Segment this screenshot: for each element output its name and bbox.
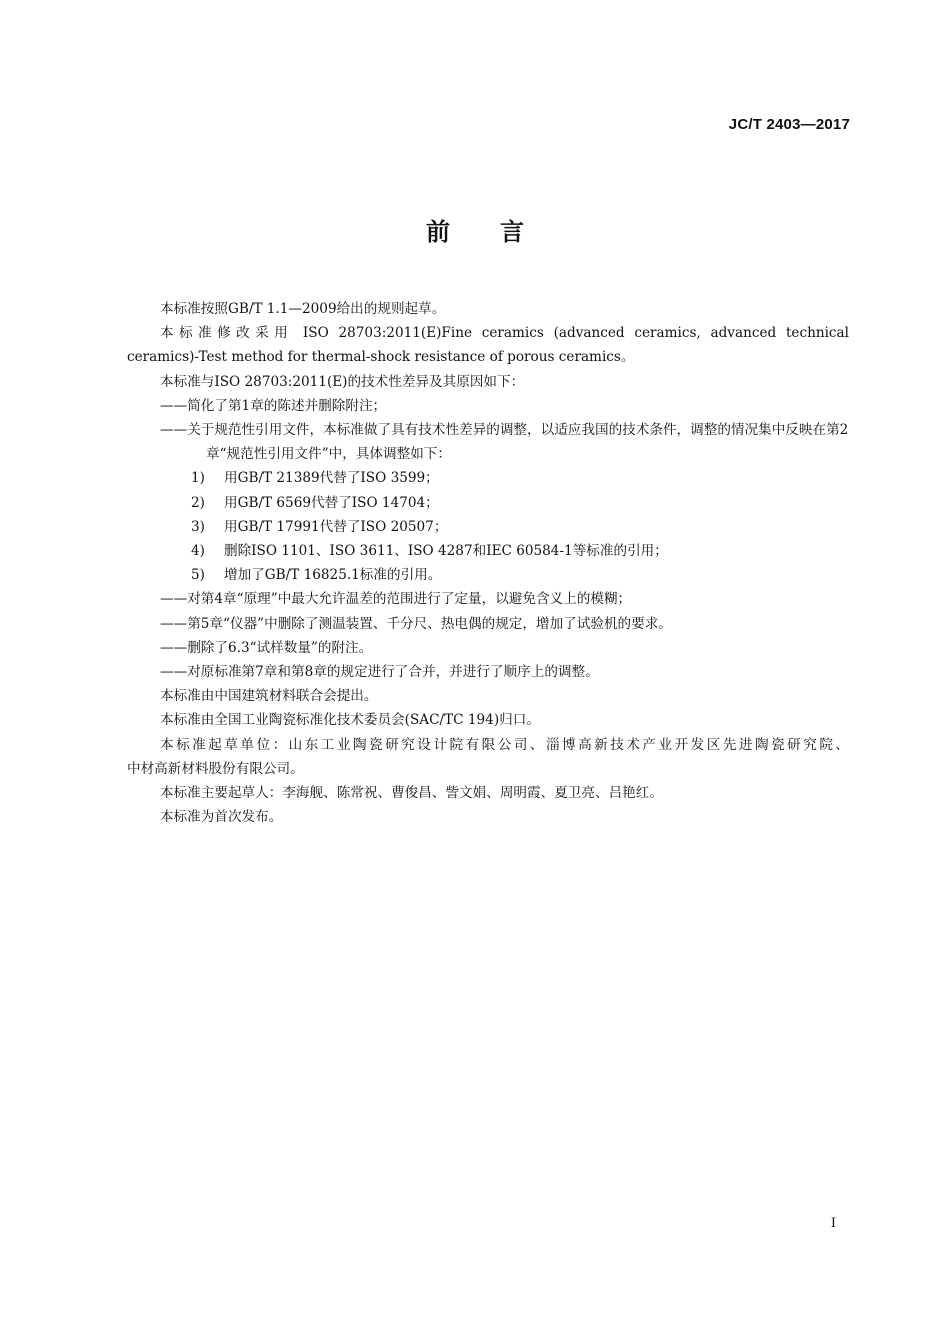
foreword-body	[127, 297, 849, 829]
paragraph-adoption-line1: 本标准修改采用 ISO 28703:2011(E)Fine ceramics (advanced ceramics, advanced technical	[160, 325, 849, 342]
dash-item-merge: ——对原标准第7章和第8章的规定进行了合并，并进行了顺序上的调整。	[160, 664, 599, 681]
standard-number: JC/T 2403—2017	[728, 116, 850, 133]
paragraph-drafters: 本标准主要起草人：李海舰、陈常祝、曹俊昌、訾文娟、周明霞、夏卫亮、吕艳红。	[160, 785, 663, 802]
paragraph-proposer: 本标准由中国建筑材料联合会提出。	[160, 688, 378, 705]
list-item-number: 2)	[191, 494, 205, 511]
dash-item-apparatus: ——第5章“仪器”中删除了测温装置、千分尺、热电偶的规定，增加了试验机的要求。	[160, 615, 672, 632]
list-item	[191, 563, 849, 587]
list-item-number: 1)	[191, 470, 205, 487]
paragraph-adoption-line2: ceramics)-Test method for thermal-shock resistance of porous ceramics。	[127, 349, 635, 366]
list-item	[191, 491, 849, 515]
dash-item-specimen-note: ——删除了6.3“试样数量”的附注。	[160, 639, 373, 656]
dash-item-references: ——关于规范性引用文件，本标准做了具有技术性差异的调整，以适应我国的技术条件，调整的情况集中反映在第2章“规范性引用文件”中，具体调整如下：	[160, 422, 849, 463]
list-item	[191, 539, 849, 563]
paragraph-drafting-units-line1: 本标准起草单位：山东工业陶瓷研究设计院有限公司、淄博高新技术产业开发区先进陶瓷研究院、	[160, 736, 849, 753]
list-item-number: 3)	[191, 518, 205, 535]
list-item-text: 删除ISO 1101、ISO 3611、ISO 4287和IEC 60584-1等标准的引用；	[224, 543, 668, 560]
paragraph-drafting-units-line2: 中材高新材料股份有限公司。	[127, 760, 304, 777]
list-item	[191, 466, 849, 490]
list-item-text: 增加了GB/T 16825.1标准的引用。	[224, 567, 442, 584]
list-item	[191, 515, 849, 539]
paragraph-drafting-rules: 本标准按照GB/T 1.1—2009给出的规则起草。	[160, 301, 446, 317]
list-item-text: 用GB/T 6569代替了ISO 14704；	[224, 494, 439, 511]
list-item-number: 4)	[191, 543, 205, 560]
dash-item-scope: ——简化了第1章的陈述并删除附注；	[160, 397, 387, 414]
list-item-number: 5)	[191, 567, 205, 584]
paragraph-differences-intro: 本标准与ISO 28703:2011(E)的技术性差异及其原因如下：	[160, 373, 525, 390]
page-title: 前言	[426, 218, 574, 246]
dash-item-principle: ——对第4章“原理”中最大允许温差的范围进行了定量，以避免含义上的模糊；	[160, 591, 632, 608]
paragraph-committee: 本标准由全国工业陶瓷标准化技术委员会(SAC/TC 194)归口。	[160, 712, 540, 729]
page-number: I	[830, 1216, 836, 1231]
list-item-text: 用GB/T 17991代替了ISO 20507；	[224, 518, 448, 535]
list-item-text: 用GB/T 21389代替了ISO 3599；	[224, 470, 439, 487]
paragraph-first-release: 本标准为首次发布。	[160, 809, 283, 826]
